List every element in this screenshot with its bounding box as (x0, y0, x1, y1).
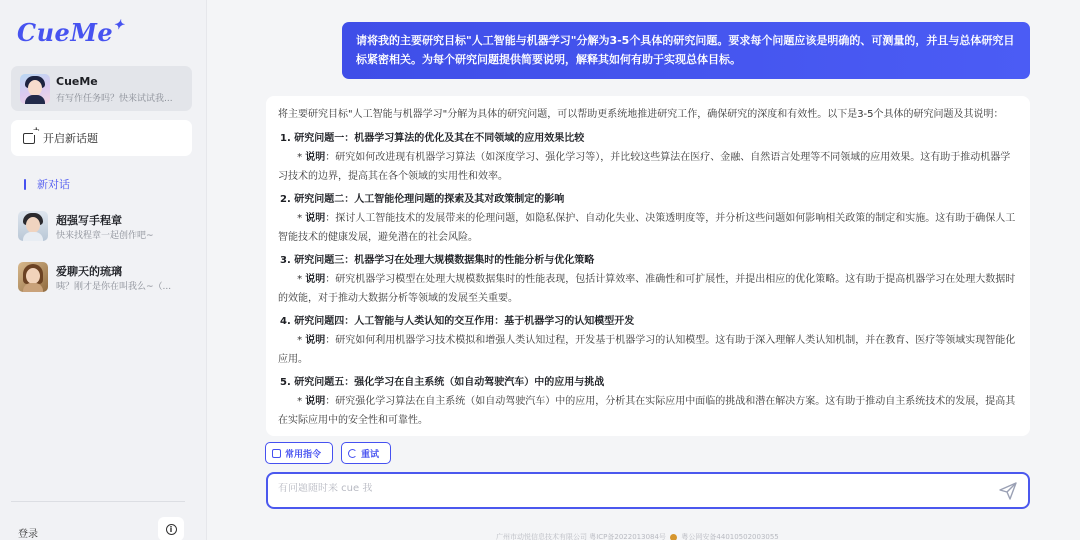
agent-card-cueme[interactable] (11, 66, 192, 111)
question-desc: * 说明：研究强化学习算法在自主系统（如自动驾驶汽车）中的应用，分析其在实际应用中面临的挑战和潜在解决方案。这有助于推动自主系统技术的发展，提高其在实际应用中的安全性和可靠性。 (278, 396, 1016, 426)
send-icon[interactable] (998, 482, 1018, 500)
chat-input-box (266, 472, 1030, 509)
assistant-answer (266, 96, 1030, 436)
new-topic-icon (23, 133, 35, 144)
command-icon (272, 449, 281, 458)
divider (11, 501, 185, 502)
sidebar-item-liuli[interactable] (11, 255, 192, 299)
cueme-logo[interactable]: CueMe✦ (17, 18, 125, 47)
retry-label: 重试 (361, 449, 380, 460)
research-question (278, 373, 1018, 430)
answer-intro: 将主要研究目标"人工智能与机器学习"分解为具体的研究问题，可以帮助更系统地推进研究工作，确保研究的深度和有效性。以下是3-5个具体的研究问题及其说明： (278, 109, 1004, 120)
info-button[interactable] (158, 517, 184, 540)
new-topic-label: 开启新话题 (43, 132, 98, 145)
question-title: 5. 研究问题五：强化学习在自主系统（如自动驾驶汽车）中的应用与挑战 (280, 377, 605, 388)
sidebar-item-new-chat[interactable] (24, 176, 70, 192)
avatar (18, 262, 48, 292)
footer (496, 532, 779, 540)
new-topic-button[interactable] (11, 120, 192, 156)
history-title: 超强写手程章 (56, 214, 122, 227)
police-link[interactable]: 粤公网安备44010502003055 (681, 533, 779, 540)
question-desc: * 说明：研究机器学习模型在处理大规模数据集时的性能表现，包括计算效率、准确性和可扩展性，并提出相应的优化策略。这有助于提高机器学习在处理大数据时的效能，对于推动大数据分析等领域的发展至关重要。 (278, 274, 1016, 304)
info-icon: i (166, 524, 177, 535)
question-title: 1. 研究问题一：机器学习算法的优化及其在不同领域的应用效果比较 (280, 133, 585, 144)
retry-button[interactable] (341, 442, 391, 464)
login-link[interactable]: 登录 (18, 529, 38, 540)
question-title: 4. 研究问题四：人工智能与人类认知的交互作用：基于机器学习的认知模型开发 (280, 316, 635, 327)
sparkle-icon: ✦ (113, 18, 125, 33)
sidebar (0, 0, 207, 540)
sidebar-item-chengzhang[interactable] (11, 204, 192, 248)
research-question (278, 190, 1018, 247)
avatar (18, 211, 48, 241)
research-question (278, 312, 1018, 369)
agent-subtitle: 有写作任务吗？快来试试我... (56, 94, 173, 104)
common-commands-label: 常用指令 (285, 449, 322, 460)
question-desc: * 说明：研究如何改进现有机器学习算法（如深度学习、强化学习等），并比较这些算法在医疗、金融、自然语言处理等不同领域的应用效果。这有助于推动机器学习技术的边界，提高其在各个领域的实用性和效率。 (278, 152, 1011, 182)
user-message: 请将我的主要研究目标"人工智能与机器学习"分解为3-5个具体的研究问题。要求每个问题应该是明确的、可测量的，并且与总体研究目标紧密相关。为每个研究问题提供简要说明，解释其如何有助于实现总体目标。 (342, 22, 1030, 79)
history-subtitle: 咦？刚才是你在叫我么~（... (56, 282, 172, 292)
history-title: 爱聊天的琉璃 (56, 265, 122, 278)
police-badge-icon (670, 534, 677, 540)
icp-link[interactable]: 广州市动悦信息技术有限公司 粤ICP备2022013084号 (496, 533, 666, 540)
history-subtitle: 快来找程章一起创作吧~ (56, 231, 154, 241)
common-commands-button[interactable] (265, 442, 333, 464)
agent-name: CueMe (56, 75, 98, 88)
question-desc: * 说明：研究如何利用机器学习技术模拟和增强人类认知过程，开发基于机器学习的认知模型。这有助于深入理解人类认知机制，并在教育、医疗等领域实现智能化应用。 (278, 335, 1016, 365)
chat-input[interactable] (278, 483, 978, 494)
question-desc: * 说明：探讨人工智能技术的发展带来的伦理问题，如隐私保护、自动化失业、决策透明度等，并分析这些问题如何影响相关政策的制定和实施。这有助于确保人工智能技术的健康发展，避免潜在的社会风险。 (278, 213, 1016, 243)
avatar (20, 74, 50, 104)
research-question (278, 129, 1018, 186)
research-question (278, 251, 1018, 308)
new-chat-label: 新对话 (37, 178, 70, 191)
refresh-icon (348, 449, 357, 458)
question-title: 2. 研究问题二：人工智能伦理问题的探索及其对政策制定的影响 (280, 194, 565, 205)
question-title: 3. 研究问题三：机器学习在处理大规模数据集时的性能分析与优化策略 (280, 255, 595, 266)
active-indicator (24, 179, 26, 190)
